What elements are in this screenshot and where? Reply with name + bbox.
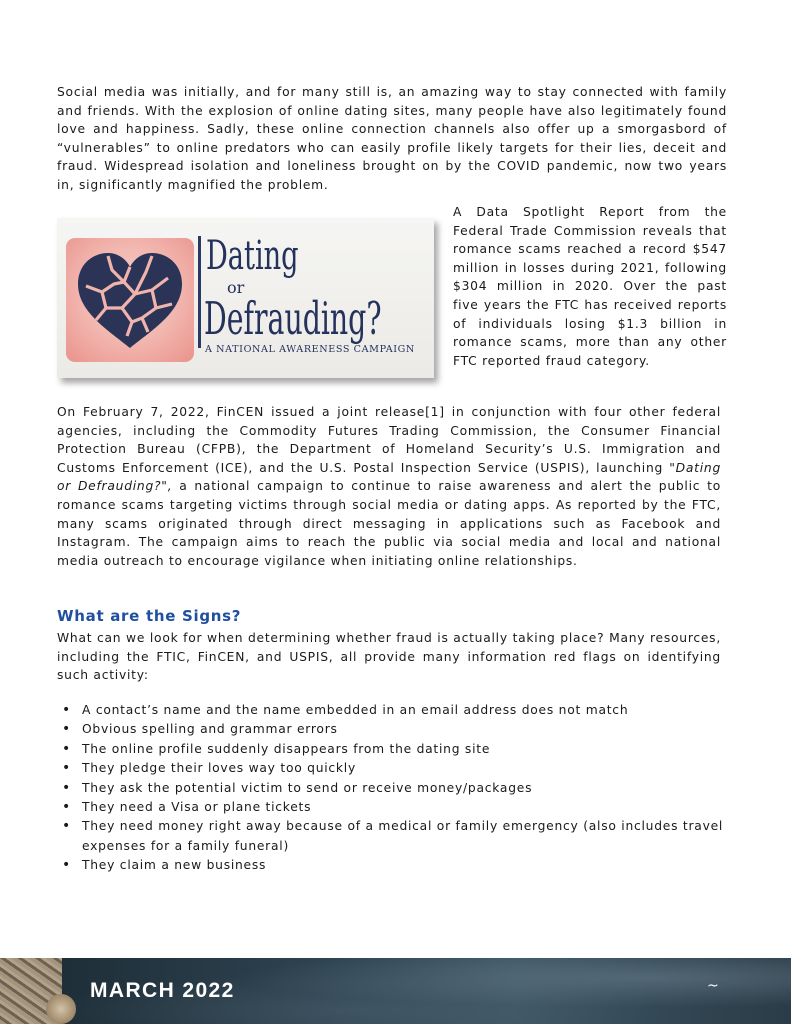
dating-or-defrauding-campaign-logo bbox=[57, 218, 434, 378]
signs-intro-paragraph: What can we look for when determining whether fraud is actually taking place? Many resources, including the FTIC, FinCEN, and USPIS, all provide many information red flags on identifying such activity: bbox=[57, 631, 721, 683]
page-footer bbox=[0, 958, 791, 1024]
logo-word-defrauding: Defrauding? bbox=[204, 292, 382, 345]
list-item: • The online profile suddenly disappears from the dating site bbox=[60, 740, 725, 759]
release-text-before: On February 7, 2022, FinCEN issued a joint release[1] in conjunction with four other federal agencies, including the Commodity Futures Trading Commission, the Consumer Financial Protection Bureau (CFPB), the Department of Homeland Security’s U.S. Immigration and Customs Enforcement (ICE), and the U.S. Postal Inspection Service (USPIS), launching bbox=[57, 405, 721, 475]
page-marker: ~ bbox=[707, 978, 719, 994]
joint-release-paragraph bbox=[57, 403, 721, 570]
logo-tagline: A NATIONAL AWARENESS CAMPAIGN bbox=[205, 344, 415, 355]
logo-divider bbox=[198, 236, 201, 348]
list-item: • They pledge their loves way too quickly bbox=[60, 759, 725, 778]
logo-word-or: or bbox=[227, 278, 245, 297]
issue-date: MARCH 2022 bbox=[90, 979, 235, 1002]
list-item: • They claim a new business bbox=[60, 856, 725, 875]
rope-knot-decoration bbox=[46, 994, 76, 1024]
list-item: • A contact’s name and the name embedded in an email address does not match bbox=[60, 701, 725, 720]
list-item: • Obvious spelling and grammar errors bbox=[60, 720, 725, 739]
signs-heading: What are the Signs? bbox=[57, 607, 242, 625]
release-text-after: a national campaign to continue to raise awareness and alert the public to romance scams targeting victims through social media or dating apps. As reported by the FTC, many scams originated through direct messaging in applications such as Facebook and Instagram. The campaign aims to reach the public via social media and local and national media outreach to encourage vigilance when initiating online relationships. bbox=[57, 479, 721, 568]
broken-heart-icon bbox=[72, 248, 188, 352]
logo-word-dating: Dating bbox=[206, 233, 299, 279]
intro-paragraph: Social media was initially, and for many still is, an amazing way to stay connected with family and friends. With the explosion of online dating sites, many people have also legitimately found love and happiness. Sadly, these online connection channels also offer up a smorgasbord of “vulnerables” to online predators who can easily profile likely targets for their lies, deceit and fraud. Widespread isolation and loneliness brought on by the COVID pandemic, now two years in, significantly magnified the problem. bbox=[57, 85, 727, 192]
list-item: • They need a Visa or plane tickets bbox=[60, 798, 725, 817]
ftc-spotlight-paragraph: A Data Spotlight Report from the Federal Trade Commission reveals that romance scams reached a record $547 million in losses during 2021, following $304 million in 2020. Over the past five years the FTC has received reports of individuals losing $1.3 billion in romance scams, more than any other FTC reported fraud category. bbox=[453, 205, 727, 368]
campaign-name-emphasis: "Dating or Defrauding?", bbox=[57, 460, 721, 494]
red-flags-list bbox=[60, 701, 725, 876]
heart-tile bbox=[66, 238, 194, 362]
list-item: • They ask the potential victim to send or receive money/packages bbox=[60, 779, 725, 798]
list-item: • They need money right away because of a medical or family emergency (also includes travel expenses for a family funeral) bbox=[60, 817, 725, 856]
